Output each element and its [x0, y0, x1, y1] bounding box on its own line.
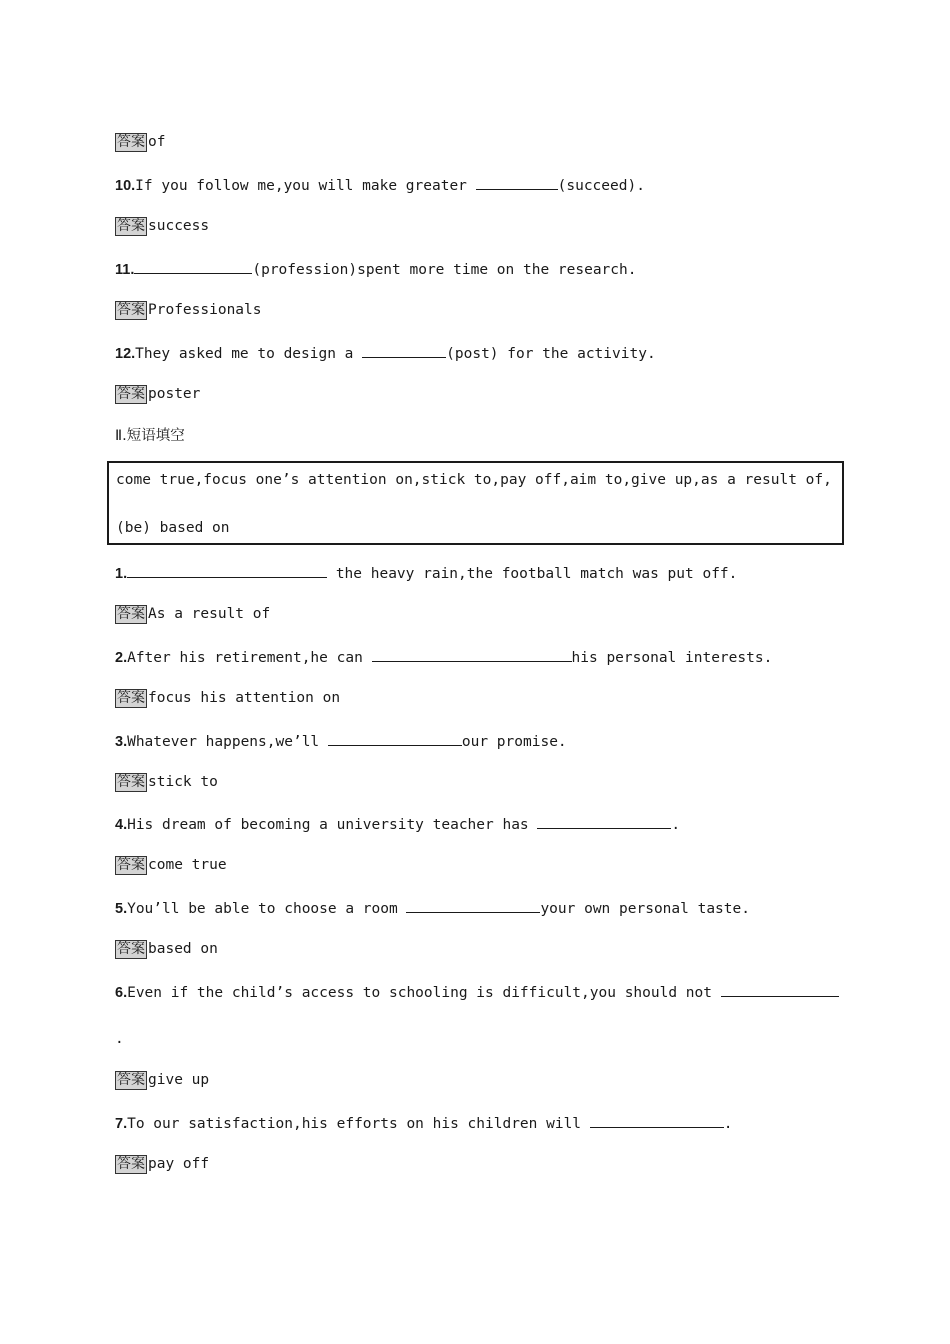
answer-blank — [721, 982, 839, 997]
question-4 — [115, 814, 680, 835]
answer-text: Professionals — [148, 302, 262, 318]
answer-text: stick to — [148, 774, 218, 790]
answer-line — [115, 1154, 209, 1174]
question-3 — [115, 731, 567, 752]
question-text: To our satisfaction,his efforts on his children will — [127, 1116, 590, 1132]
answer-blank — [362, 343, 446, 358]
phrase-list-line2: (be) based on — [116, 520, 230, 536]
question-text: . — [723, 1116, 733, 1132]
answer-tag: 答案 — [117, 1071, 145, 1088]
answer-blank — [406, 898, 540, 913]
question-text: the heavy rain,the football match was put off. — [327, 566, 738, 582]
answer-tag: 答案 — [117, 689, 145, 706]
question-number: 11. — [115, 262, 135, 278]
question-text: his personal interests. — [571, 650, 773, 666]
question-6-continuation: . — [115, 1031, 124, 1047]
answer-line — [115, 132, 165, 152]
answer-tag: 答案 — [117, 1155, 145, 1172]
answer-text: give up — [148, 1072, 210, 1088]
question-5 — [115, 898, 750, 919]
question-text: Whatever happens,we’ll — [127, 734, 328, 750]
question-text: If you follow me,you will make greater — [135, 178, 476, 194]
answer-line — [115, 688, 340, 708]
phrase-list-line1: come true,focus one’s attention on,stick to,pay off,aim to,give up,as a result of, — [116, 472, 832, 488]
answer-text: pay off — [148, 1156, 210, 1172]
answer-line — [115, 384, 200, 404]
question-text: . — [671, 817, 681, 833]
answer-tag: 答案 — [117, 773, 145, 790]
question-number: 5. — [115, 901, 128, 917]
question-text: your own personal taste. — [540, 901, 750, 917]
question-1 — [115, 563, 737, 584]
answer-text: come true — [148, 857, 227, 873]
question-text: After his retirement,he can — [127, 650, 372, 666]
answer-blank — [134, 259, 252, 274]
question-text: our promise. — [461, 734, 567, 750]
question-number: 3. — [115, 734, 128, 750]
answer-line — [115, 772, 218, 792]
question-number: 6. — [115, 985, 128, 1001]
answer-tag: 答案 — [117, 133, 145, 150]
answer-text: poster — [148, 386, 201, 402]
question-11 — [115, 259, 636, 280]
answer-blank — [590, 1113, 724, 1128]
answer-line — [115, 216, 209, 236]
answer-line — [115, 300, 262, 320]
phrase-box — [107, 461, 844, 545]
answer-blank — [537, 814, 671, 829]
answer-blank — [476, 175, 558, 190]
question-6 — [115, 982, 839, 1003]
question-text: His dream of becoming a university teacher has — [127, 817, 538, 833]
answer-blank — [328, 731, 462, 746]
question-number: 7. — [115, 1116, 128, 1132]
answer-text: focus his attention on — [148, 690, 341, 706]
question-text: You’ll be able to choose a room — [127, 901, 407, 917]
answer-line — [115, 855, 227, 875]
answer-line — [115, 939, 218, 959]
question-text: They asked me to design a — [135, 346, 363, 362]
answer-tag: 答案 — [117, 385, 145, 402]
question-text: (profession)spent more time on the research. — [252, 262, 637, 278]
answer-blank — [372, 647, 572, 662]
question-number: 12. — [115, 346, 136, 362]
answer-line — [115, 1070, 209, 1090]
answer-tag: 答案 — [117, 605, 145, 622]
question-10 — [115, 175, 645, 196]
answer-text: success — [148, 218, 210, 234]
answer-blank — [127, 563, 327, 578]
answer-tag: 答案 — [117, 940, 145, 957]
question-12 — [115, 343, 656, 364]
answer-tag: 答案 — [117, 301, 145, 318]
question-number: 2. — [115, 650, 128, 666]
answer-text: As a result of — [148, 606, 271, 622]
question-7 — [115, 1113, 733, 1134]
answer-text: of — [148, 134, 166, 150]
question-text: Even if the child’s access to schooling is difficult,you should not — [127, 985, 721, 1001]
question-number: 1. — [115, 566, 128, 582]
answer-tag: 答案 — [117, 856, 145, 873]
answer-tag: 答案 — [117, 217, 145, 234]
section-title: Ⅱ.短语填空 — [115, 428, 185, 444]
answer-text: based on — [148, 941, 218, 957]
answer-line — [115, 604, 270, 624]
question-number: 10. — [115, 178, 136, 194]
question-text: (succeed). — [557, 178, 645, 194]
question-number: 4. — [115, 817, 128, 833]
question-text: (post) for the activity. — [446, 346, 656, 362]
question-2 — [115, 647, 772, 668]
